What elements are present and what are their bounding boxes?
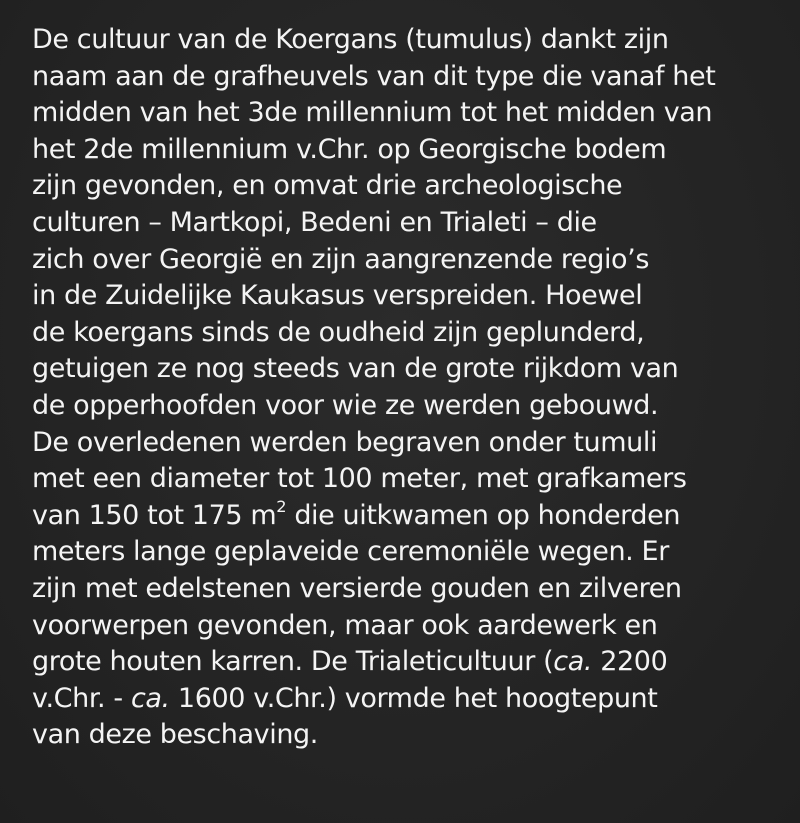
italic-text: ca. — [553, 646, 593, 678]
text-segment: 2200 — [592, 646, 668, 678]
text-line: zich over Georgië en zijn aangrenzende regio’s — [32, 243, 650, 275]
text-line: zijn gevonden, en omvat drie archeologische — [32, 170, 623, 202]
text-segment: grote houten karren. De Trialeticultuur ( — [32, 646, 554, 678]
text-segment: die uitkwamen op honderden — [286, 499, 681, 531]
italic-text: ca. — [130, 682, 170, 714]
text-line: De overledenen werden begraven onder tumuli — [32, 426, 658, 458]
text-line: in de Zuidelijke Kaukasus verspreiden. Hoewel — [32, 280, 643, 312]
text-line: het 2de millennium v.Chr. op Georgische bodem — [32, 133, 667, 165]
text-line: zijn met edelstenen versierde gouden en zilveren — [32, 572, 682, 604]
text-line: midden van het 3de millennium tot het midden van — [32, 97, 713, 129]
superscript: 2 — [276, 496, 287, 516]
text-line: De cultuur van de Koergans (tumulus) dankt zijn — [32, 24, 669, 55]
text-line: getuigen ze nog steeds van de grote rijkdom van — [32, 353, 679, 385]
text-line: culturen – Martkopi, Bedeni en Trialeti – die — [32, 206, 597, 238]
text-line: met een diameter tot 100 meter, met grafkamers — [32, 463, 687, 495]
text-line: voorwerpen gevonden, maar ook aardewerk en — [32, 609, 658, 641]
text-segment: 1600 v.Chr.) vormde het hoogtepunt — [169, 682, 658, 714]
text-line: meters lange geplaveide ceremoniële wegen. Er — [32, 536, 669, 568]
text-segment: van 150 tot 175 m — [32, 499, 277, 531]
text-line — [32, 644, 792, 681]
text-line — [32, 498, 792, 535]
text-segment: v.Chr. - — [32, 682, 131, 714]
description-paragraph — [32, 22, 792, 754]
text-line: de koergans sinds de oudheid zijn geplunderd, — [32, 316, 645, 348]
text-line — [32, 681, 792, 718]
text-line: naam aan de grafheuvels van dit type die vanaf het — [32, 60, 716, 92]
text-line: de opperhoofden voor wie ze werden gebouwd. — [32, 389, 659, 421]
text-line: van deze beschaving. — [32, 719, 318, 751]
